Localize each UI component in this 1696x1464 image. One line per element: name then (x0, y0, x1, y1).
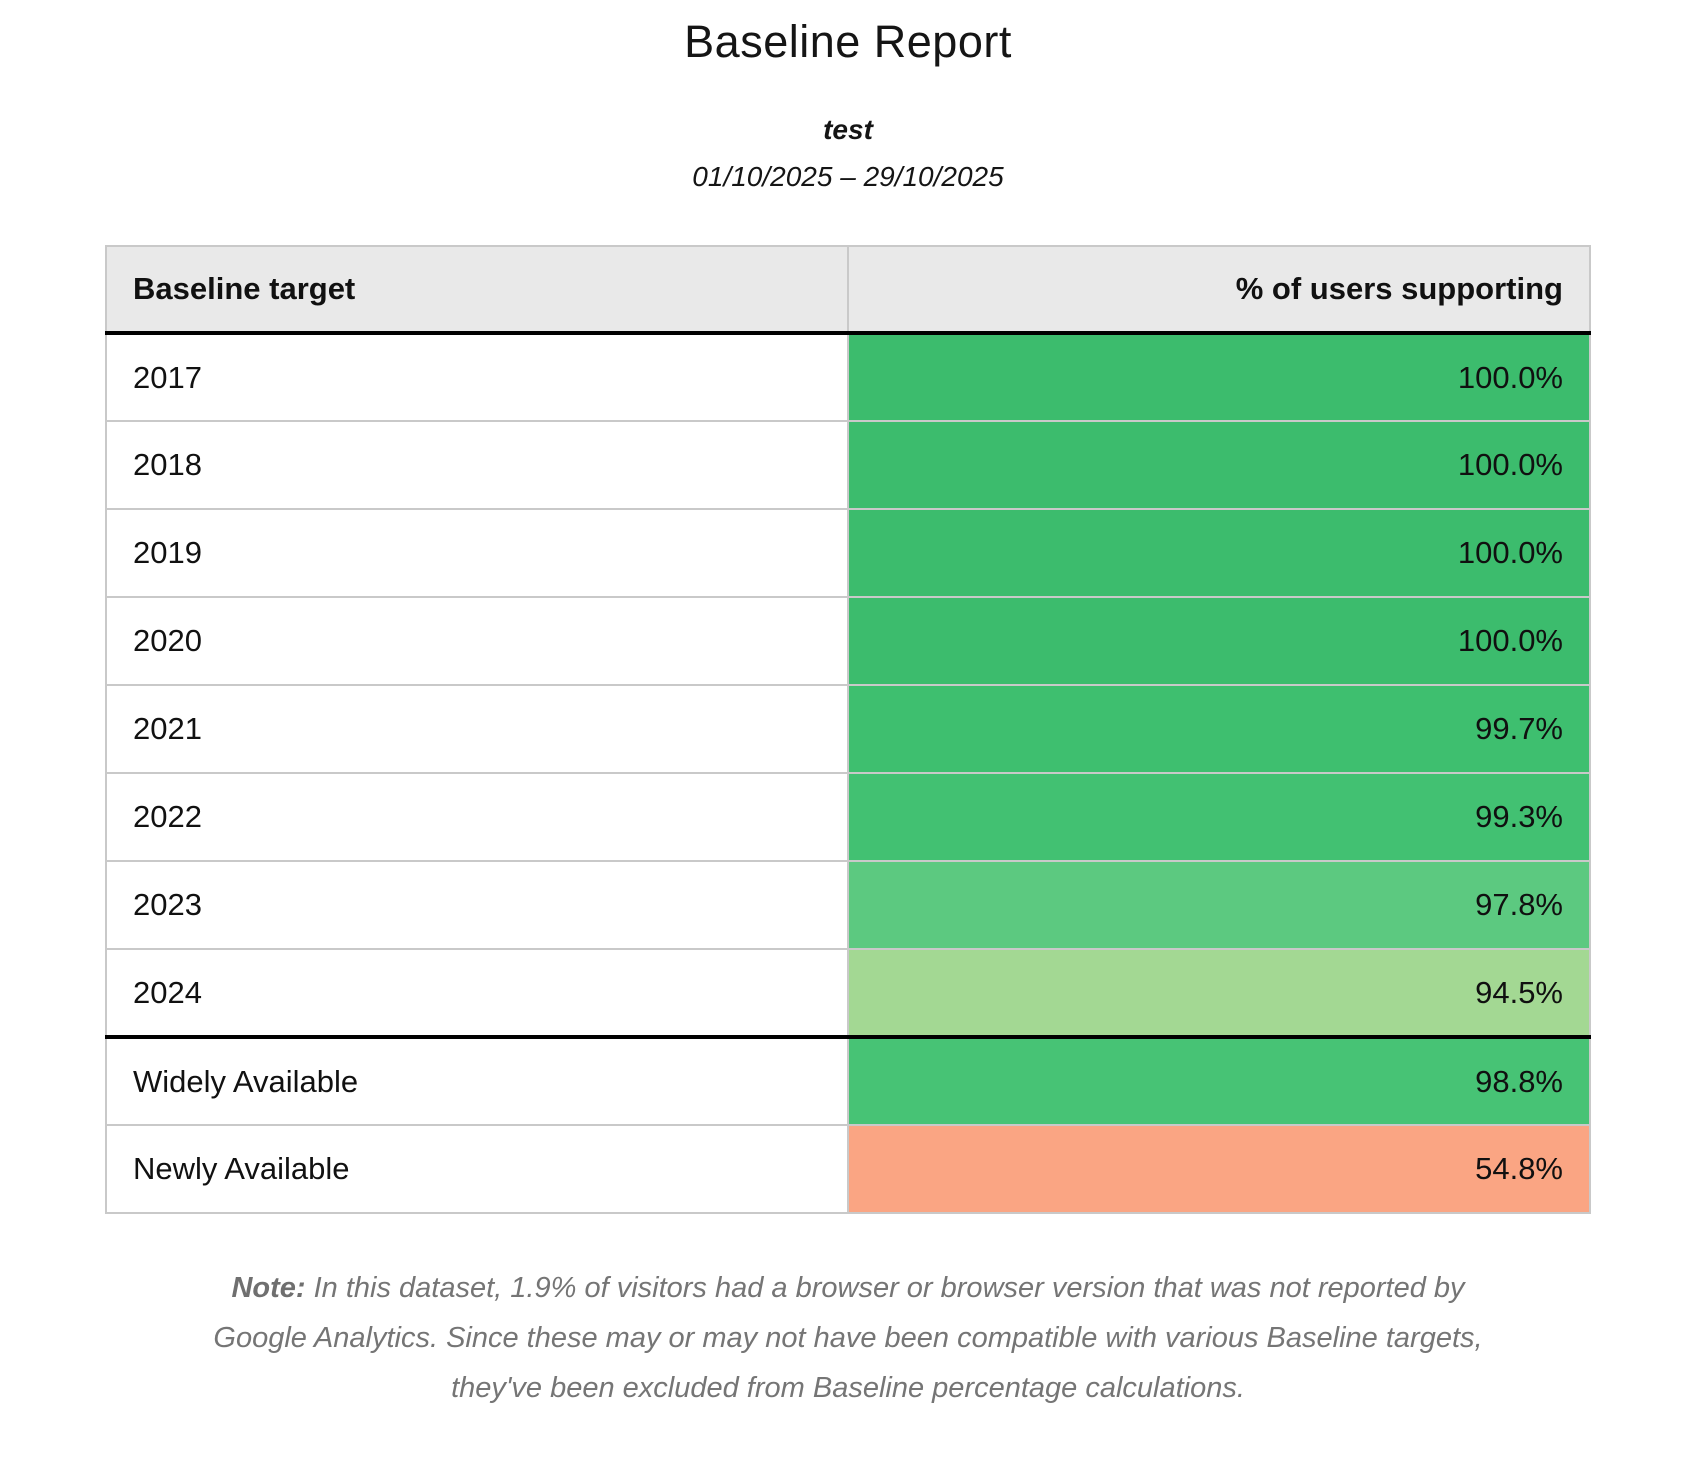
target-cell: Widely Available (106, 1037, 848, 1125)
table-header-row (106, 246, 1590, 333)
report-date-range: 01/10/2025 – 29/10/2025 (692, 161, 1004, 192)
table-row (106, 1125, 1590, 1213)
target-cell: Newly Available (106, 1125, 848, 1213)
table-row (106, 333, 1590, 421)
table-row (106, 949, 1590, 1037)
table-row (106, 1037, 1590, 1125)
percent-cell: 94.5% (848, 949, 1590, 1037)
column-header-percent-supporting: % of users supporting (848, 246, 1590, 333)
table-row (106, 685, 1590, 773)
report-note-text: In this dataset, 1.9% of visitors had a browser or browser version that was not reported by Google Analytics. Since these may or may not have been compatible with various Baseline targets, they've been excluded from Baseline percentage calculations. (213, 1272, 1483, 1404)
percent-cell: 98.8% (848, 1037, 1590, 1125)
percent-cell: 100.0% (848, 509, 1590, 597)
baseline-report-table (105, 245, 1591, 1214)
percent-cell: 100.0% (848, 333, 1590, 421)
percent-cell: 97.8% (848, 861, 1590, 949)
target-cell: 2019 (106, 509, 848, 597)
percent-cell: 99.3% (848, 773, 1590, 861)
percent-cell: 100.0% (848, 597, 1590, 685)
target-cell: 2018 (106, 421, 848, 509)
target-cell: 2023 (106, 861, 848, 949)
page-title: Baseline Report (684, 16, 1012, 67)
report-table-container (105, 245, 1591, 1214)
table-body (106, 333, 1590, 1213)
percent-cell: 100.0% (848, 421, 1590, 509)
target-cell: 2021 (106, 685, 848, 773)
target-cell: 2022 (106, 773, 848, 861)
report-subtitle: test (823, 114, 873, 145)
target-cell: 2024 (106, 949, 848, 1037)
column-header-baseline-target: Baseline target (106, 246, 848, 333)
table-row (106, 773, 1590, 861)
table-row (106, 421, 1590, 509)
percent-cell: 54.8% (848, 1125, 1590, 1213)
table-row (106, 861, 1590, 949)
percent-cell: 99.7% (848, 685, 1590, 773)
report-note (208, 1264, 1488, 1414)
target-cell: 2020 (106, 597, 848, 685)
table-header (106, 246, 1590, 333)
target-cell: 2017 (106, 333, 848, 421)
table-row (106, 509, 1590, 597)
table-row (106, 597, 1590, 685)
report-note-label: Note: (231, 1272, 306, 1304)
